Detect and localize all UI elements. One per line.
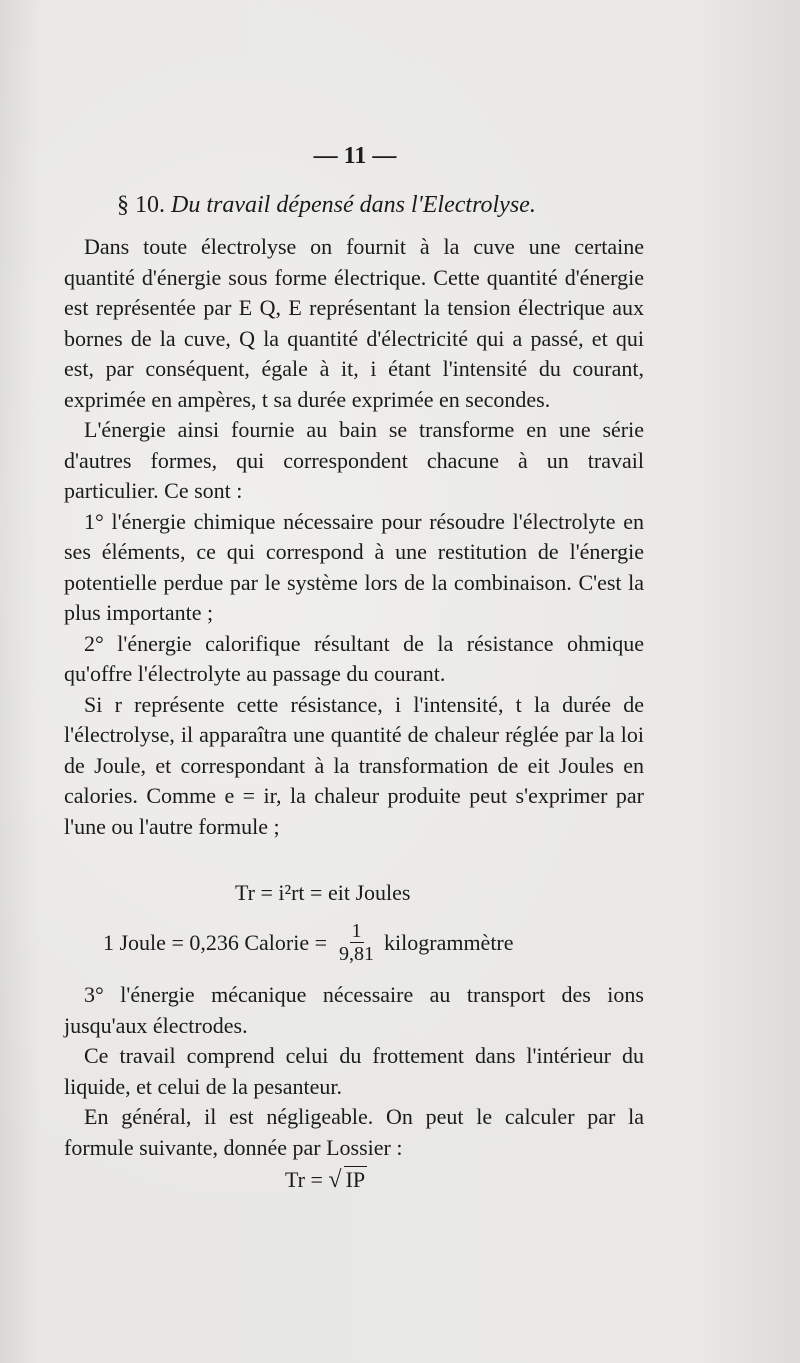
formula-left: 1 Joule = 0,236 Calorie = [103, 929, 328, 955]
square-root-icon: √ [328, 1167, 342, 1193]
section-number: § 10. [117, 192, 165, 218]
paragraph: En général, il est négligeable. On peut le calculer par la formule suivante, donnée par Lossier : [64, 1104, 644, 1160]
paragraph: 1° l'énergie chimique nécessaire pour résoudre l'électrolyte en ses éléments, ce qui correspond à une restitution de l'énergie potentielle perdue par le système lors de la combinaison. C'est la plus importante ; [64, 508, 644, 625]
section-title-text: Du travail dépensé dans l'Electrolyse. [171, 192, 536, 218]
formula-unit: kilogrammètre [384, 929, 514, 955]
radicand: IP [345, 1167, 366, 1192]
body-text-lower [64, 980, 644, 1163]
formula-left: Tr = [285, 1167, 323, 1192]
paragraph: Ce travail comprend celui du frottement dans l'intérieur du liquide, et celui de la pesanteur. [64, 1043, 644, 1099]
page-number: — 11 — [313, 143, 397, 169]
paragraph: Si r représente cette résistance, i l'intensité, t la durée de l'électrolyse, il apparaîtra une quantité de chaleur réglée par la loi de Joule, et correspondant à la transformation de eit Joules en calories. Comme e = ir, la chaleur produite peut s'exprimer par l'une ou l'autre formule ; [64, 691, 644, 839]
paragraph: Dans toute électrolyse on fournit à la cuve une certaine quantité d'énergie sous forme électrique. Cette quantité d'énergie est représentée par E Q, E représentant la tension électrique aux bornes de la cuve, Q la quantité d'électricité qui a passé, et qui est, par conséquent, égale à it, i étant l'intensité du courant, exprimée en ampères, t sa durée exprimée en secondes. [64, 234, 644, 412]
paragraph: L'énergie ainsi fournie au bain se transforme en une série d'autres formes, qui correspondent chacune à un travail particulier. Ce sont : [64, 417, 644, 503]
formula-lossier [285, 1166, 367, 1194]
fraction-denominator: 9,81 [339, 943, 375, 965]
fraction-numerator: 1 [351, 920, 362, 942]
formula-joule-heat: Tr = i²rt = eit Joules [235, 880, 411, 905]
section-heading [117, 192, 536, 219]
paragraph: 3° l'énergie mécanique nécessaire au transport des ions jusqu'aux électrodes. [64, 982, 644, 1038]
body-text-upper [64, 232, 644, 842]
fraction [339, 920, 374, 965]
paragraph: 2° l'énergie calorifique résultant de la résistance ohmique qu'offre l'électrolyte au passage du courant. [64, 630, 644, 686]
formula-joule-conversion [103, 920, 514, 965]
